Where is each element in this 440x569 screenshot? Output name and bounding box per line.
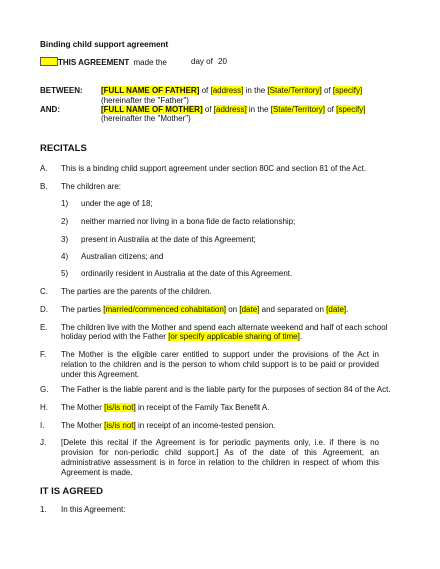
recital-letter: F. (40, 350, 47, 359)
party-label-and: AND: (40, 105, 60, 114)
recital-e-text: holiday period with the Father (61, 332, 166, 341)
sub-item-text: present in Australia at the date of this Agreement; (81, 235, 256, 244)
recital-a-text: This is a binding child support agreement under section 80C and section 81 of the Act. (61, 164, 367, 173)
father-state: [State/Territory] (267, 86, 322, 95)
recital-g-text: The Father is the liable parent and is the liable party for the purposes of section 84 of the Act. (61, 385, 391, 394)
recital-letter: G. (40, 385, 49, 394)
recital-e-end: . (299, 332, 303, 341)
recital-j-text: [Delete this recital if the Agreement is for periodic payments only, i.e. if there is no provision for non-periodic child support.] As of the date of this Agreement, an administrative assessment is in force in relation to the children in respect of whom this Agreement is made. (61, 438, 379, 477)
recital-i-post: in receipt of an income-tested pension. (137, 421, 276, 430)
recital-i-line (61, 421, 275, 431)
party-in: in the (248, 105, 269, 114)
date-field: [date] (239, 305, 260, 314)
highlight-marker (40, 57, 58, 66)
agreed-heading: IT IS AGREED (40, 486, 103, 497)
party-of: of (327, 105, 334, 114)
recital-h-pre: The Mother (61, 403, 102, 412)
sub-item-number: 2) (61, 217, 69, 226)
mother-hereinafter: (hereinafter the "Mother") (101, 114, 191, 123)
recital-d-pre: The parties (61, 305, 102, 314)
recital-letter: I. (40, 421, 45, 430)
party-of: of (323, 86, 331, 95)
sub-item-text: neither married nor living in a bona fide de facto relationship; (81, 217, 296, 226)
recital-letter: E. (40, 323, 48, 332)
recital-d-end: . (346, 305, 349, 314)
agreement-prefix: THIS AGREEMENT (58, 58, 130, 67)
agreement-year: 20 (218, 57, 227, 66)
recital-c-text: The parties are the parents of the children. (61, 287, 212, 296)
party-father-line (101, 86, 362, 96)
recital-letter: A. (40, 164, 48, 173)
agreed-item-number: 1. (40, 505, 47, 514)
father-name: [FULL NAME OF FATHER] (101, 86, 200, 95)
is-is-not-field: [is/is not] (104, 403, 136, 412)
recital-d-on: on (228, 305, 238, 314)
mother-address: [address] (213, 105, 247, 114)
mother-specify: [specify] (336, 105, 366, 114)
agreement-line (40, 57, 227, 68)
recital-h-line (61, 403, 269, 413)
recital-h-post: in receipt of the Family Tax Benefit A. (137, 403, 270, 412)
recital-i-pre: The Mother (61, 421, 102, 430)
party-of: of (204, 105, 212, 114)
father-specify: [specify] (332, 86, 363, 95)
father-hereinafter: (hereinafter the "Father") (101, 96, 189, 105)
recital-e-line1: The children live with the Mother and spend each alternate weekend and half of each school (61, 323, 388, 332)
document-title: Binding child support agreement (40, 40, 169, 49)
sub-item-text: Australian citizens; and (81, 252, 164, 261)
agreed-item-text: In this Agreement: (61, 505, 126, 514)
recitals-heading: RECITALS (40, 143, 87, 154)
sub-item-text: under the age of 18; (81, 199, 153, 208)
mother-name: [FULL NAME OF MOTHER] (101, 105, 203, 114)
sub-item-text: ordinarily resident in Australia at the date of this Agreement. (81, 269, 293, 278)
cohabitation-field: [married/commenced cohabitation] (103, 305, 226, 314)
sub-item-number: 1) (61, 199, 69, 208)
recital-b-text: The children are: (61, 182, 122, 191)
father-address: [address] (210, 86, 244, 95)
mother-state: [State/Territory] (270, 105, 325, 114)
recital-letter: H. (40, 403, 48, 412)
party-label-between: BETWEEN: (40, 86, 83, 95)
sub-item-number: 5) (61, 269, 69, 278)
recital-e-line2 (61, 332, 302, 342)
recital-letter: D. (40, 305, 48, 314)
recital-f-text: The Mother is the eligible carer entitled to support under the provisions of the Act in relation to the children and is the person to whom child support is to be paid or provided under this Agreement. (61, 350, 379, 379)
date-field: [date] (326, 305, 347, 314)
agreement-made: made the (133, 58, 167, 67)
party-in: in the (245, 86, 266, 95)
recital-letter: J. (40, 438, 47, 447)
recital-d-line (61, 305, 348, 315)
time-sharing-field: [or specify applicable sharing of time] (168, 332, 300, 341)
recital-letter: B. (40, 182, 48, 191)
recital-letter: C. (40, 287, 48, 296)
agreement-day: day of (191, 57, 213, 66)
recital-d-mid: and separated on (261, 305, 324, 314)
sub-item-number: 4) (61, 252, 69, 261)
party-of: of (201, 86, 209, 95)
sub-item-number: 3) (61, 235, 69, 244)
is-is-not-field: [is/is not] (104, 421, 136, 430)
